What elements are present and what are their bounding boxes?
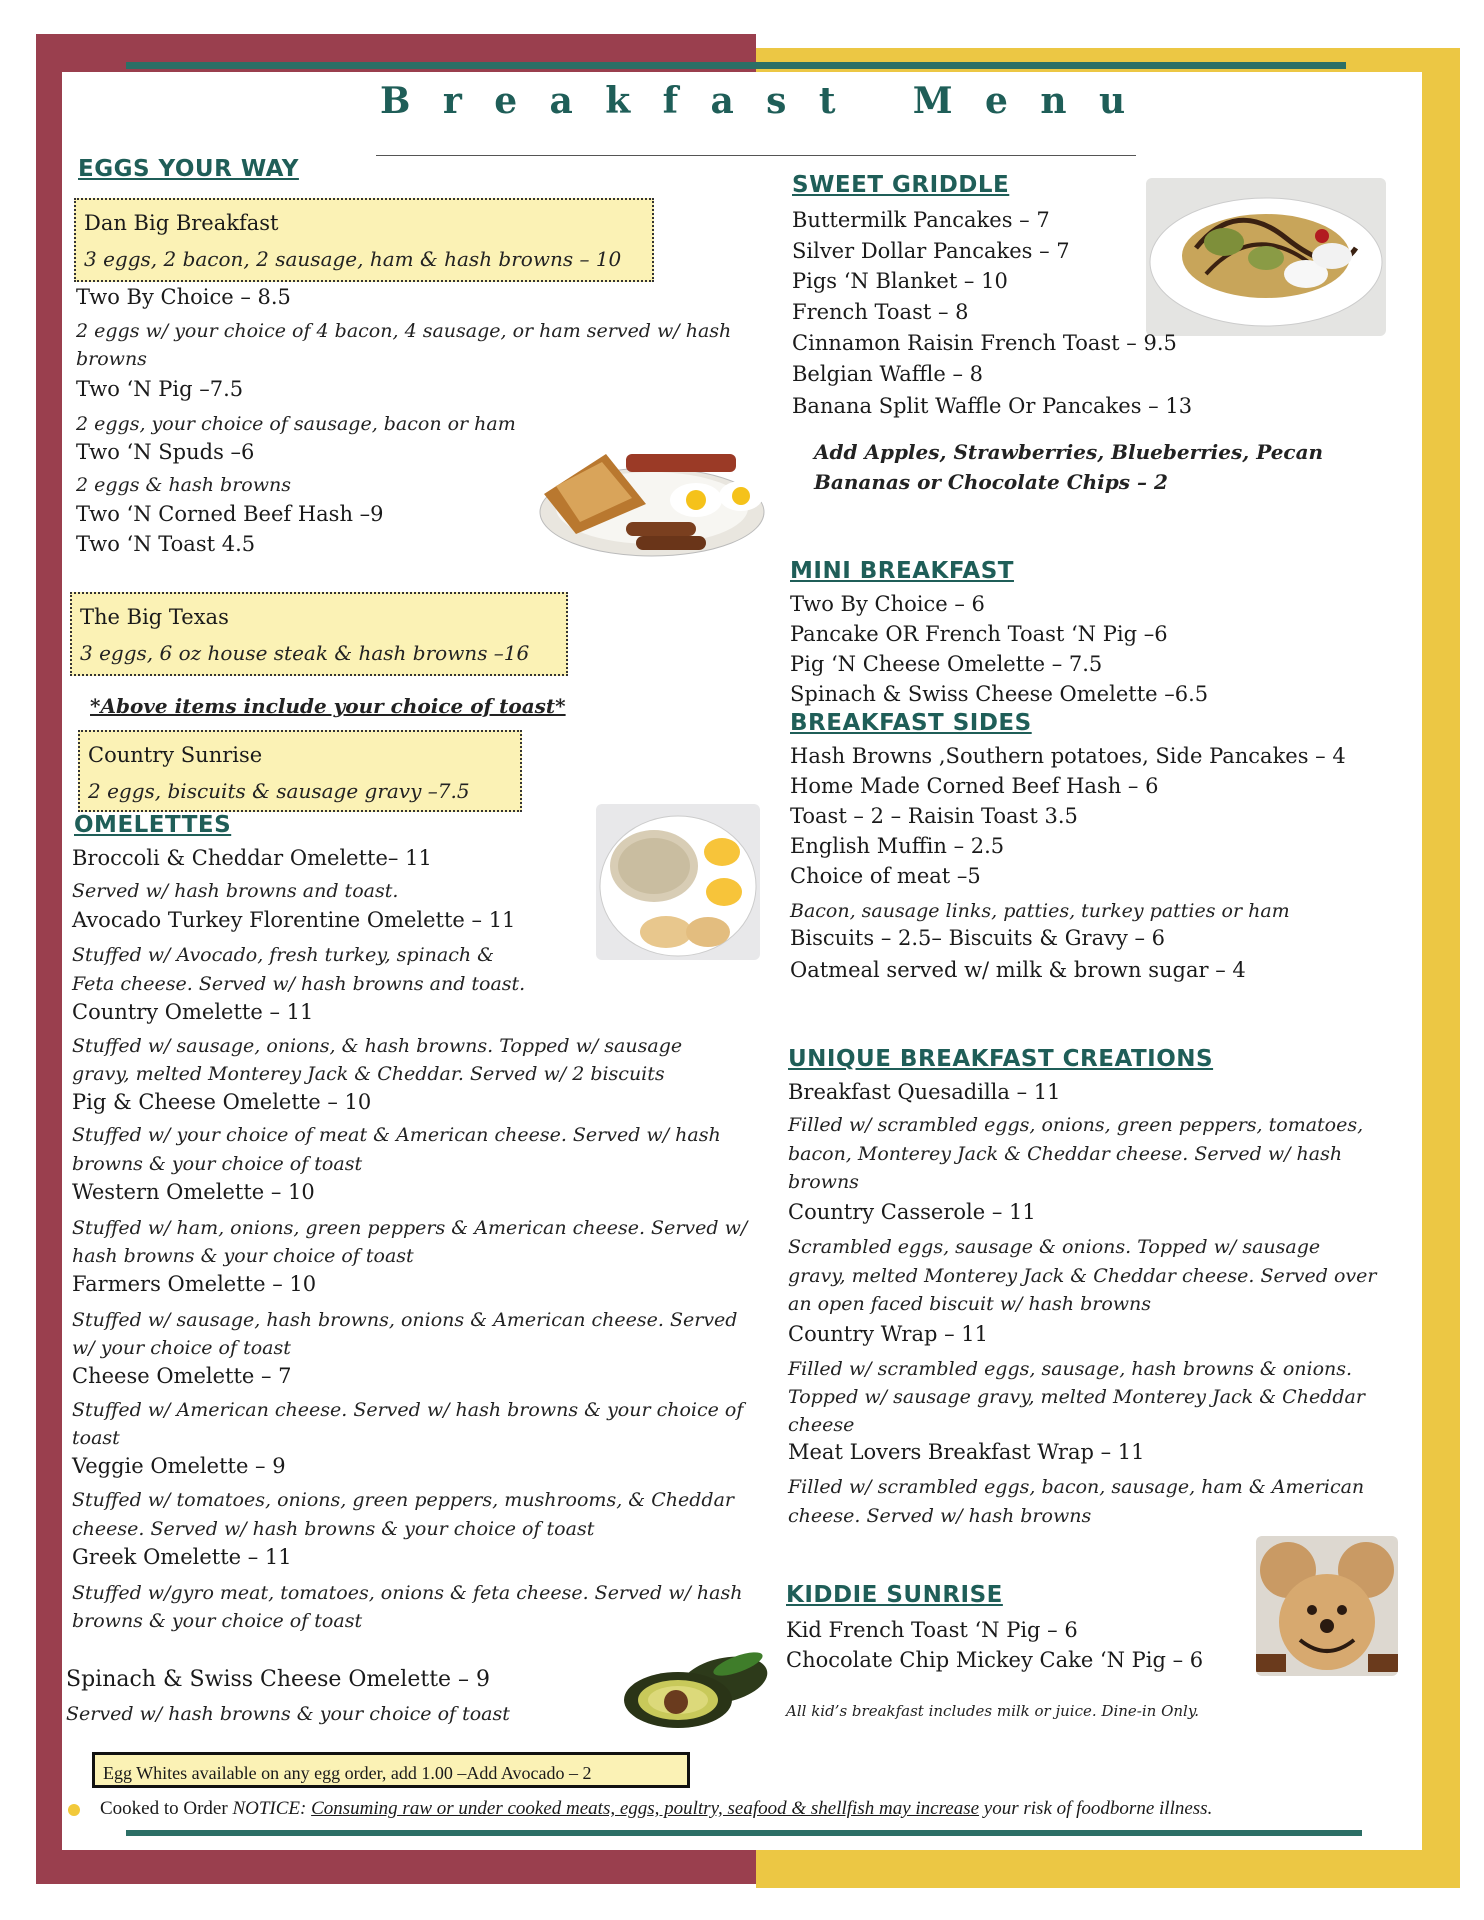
item-desc: cheese <box>788 1414 855 1436</box>
toast-note: *Above items include your choice of toast* <box>90 694 566 718</box>
item-desc: 3 eggs, 6 oz house steak & hash browns –16 <box>80 641 530 665</box>
item-desc: cheese. Served w/ hash browns & your choice of toast <box>72 1518 595 1540</box>
bottom-teal-bar <box>126 1830 1362 1836</box>
menu-item: Chocolate Chip Mickey Cake ‘N Pig – 6 <box>786 1648 1204 1672</box>
item-desc: Topped w/ sausage gravy, melted Monterey Jack & Cheddar <box>788 1386 1365 1408</box>
menu-item: Pigs ‘N Blanket – 10 <box>792 269 1008 293</box>
menu-item: English Muffin – 2.5 <box>790 834 1005 858</box>
menu-item: Oatmeal served w/ milk & brown sugar – 4 <box>790 958 1246 982</box>
item-desc: browns <box>788 1171 859 1193</box>
item-desc: browns <box>76 348 147 370</box>
top-teal-bar <box>126 62 1346 69</box>
item-desc: bacon, Monterey Jack & Cheddar cheese. Served w/ hash <box>788 1143 1343 1165</box>
menu-item: Pancake OR French Toast ‘N Pig –6 <box>790 622 1168 646</box>
item-desc: 2 eggs, your choice of sausage, bacon or ham <box>76 413 516 435</box>
title-rule <box>376 155 1136 156</box>
menu-item: Buttermilk Pancakes – 7 <box>792 208 1050 232</box>
item-name: Spinach & Swiss Cheese Omelette – 9 <box>66 1667 491 1692</box>
heading-sweet-griddle: SWEET GRIDDLE <box>792 172 1010 198</box>
item-desc: Filled w/ scrambled eggs, bacon, sausage, ham & American <box>788 1476 1365 1498</box>
menu-item: Banana Split Waffle Or Pancakes – 13 <box>792 394 1193 418</box>
heading-unique-breakfast-creations: UNIQUE BREAKFAST CREATIONS <box>788 1046 1214 1072</box>
avocado-icon <box>620 1650 770 1734</box>
item-desc: Filled w/ scrambled eggs, onions, green peppers, tomatoes, <box>788 1114 1364 1136</box>
notice-underlined: Consuming raw or under cooked meats, eggs, poultry, seafood & shellfish may increase <box>311 1798 980 1819</box>
item-desc: w/ your choice of toast <box>72 1337 291 1359</box>
menu-item: Toast – 2 – Raisin Toast 3.5 <box>790 804 1078 828</box>
item-name: Two ‘N Corned Beef Hash –9 <box>76 502 384 526</box>
notice-tail: your risk of foodborne illness. <box>979 1798 1213 1819</box>
menu-item: Cinnamon Raisin French Toast – 9.5 <box>792 331 1177 355</box>
waffle-plate-icon <box>1146 178 1386 336</box>
box-country-sunrise <box>78 730 522 812</box>
item-desc: browns & your choice of toast <box>72 1610 363 1632</box>
item-desc: Filled w/ scrambled eggs, sausage, hash browns & onions. <box>788 1358 1353 1380</box>
item-name: Two ‘N Toast 4.5 <box>76 532 256 556</box>
item-name: Cheese Omelette – 7 <box>72 1364 292 1388</box>
heading-mini-breakfast: MINI BREAKFAST <box>790 558 1014 584</box>
item-desc: 2 eggs, biscuits & sausage gravy –7.5 <box>88 779 470 803</box>
griddle-addon: Add Apples, Strawberries, Blueberries, Pecan <box>814 440 1324 464</box>
item-name: Meat Lovers Breakfast Wrap – 11 <box>788 1440 1145 1464</box>
plate-gravy-biscuits-icon <box>596 804 760 960</box>
item-desc: an open faced biscuit w/ hash browns <box>788 1293 1152 1315</box>
menu-item: Hash Browns ,Southern potatoes, Side Pancakes – 4 <box>790 744 1346 768</box>
notice-word: NOTICE: <box>232 1798 312 1819</box>
item-name: Greek Omelette – 11 <box>72 1545 292 1569</box>
menu-item: Biscuits – 2.5– Biscuits & Gravy – 6 <box>790 926 1166 950</box>
item-desc: 2 eggs w/ your choice of 4 bacon, 4 sausage, or ham served w/ hash <box>76 320 732 342</box>
box-the-big-texas <box>70 592 568 676</box>
item-desc: Stuffed w/ your choice of meat & American cheese. Served w/ hash <box>72 1124 721 1146</box>
item-name: The Big Texas <box>80 605 229 629</box>
item-desc: gravy, melted Monterey Jack & Cheddar cheese. Served over <box>788 1265 1377 1287</box>
item-desc: Stuffed w/ sausage, hash browns, onions & American cheese. Served <box>72 1309 738 1331</box>
item-desc: 3 eggs, 2 bacon, 2 sausage, ham & hash browns – 10 <box>84 247 622 271</box>
heading-eggs-your-way: EGGS YOUR WAY <box>78 156 299 182</box>
item-desc: Stuffed w/ tomatoes, onions, green peppers, mushrooms, & Cheddar <box>72 1489 734 1511</box>
item-name: Farmers Omelette – 10 <box>72 1272 317 1296</box>
item-name: Two By Choice – 8.5 <box>76 285 291 309</box>
menu-item: Silver Dollar Pancakes – 7 <box>792 239 1070 263</box>
kiddie-note: All kid’s breakfast includes milk or juice. Dine-in Only. <box>786 1702 1200 1720</box>
item-desc: 2 eggs & hash browns <box>76 474 291 496</box>
item-desc: Feta cheese. Served w/ hash browns and toast. <box>72 973 526 995</box>
bullet-dot-icon <box>68 1804 80 1816</box>
item-name: Western Omelette – 10 <box>72 1180 315 1204</box>
foodborne-notice <box>100 1798 1212 1820</box>
item-name: Pig & Cheese Omelette – 10 <box>72 1090 372 1114</box>
menu-item: Choice of meat –5 <box>790 864 981 888</box>
item-name: Breakfast Quesadilla – 11 <box>788 1080 1061 1104</box>
item-name: Dan Big Breakfast <box>84 211 279 235</box>
item-name: Country Casserole – 11 <box>788 1200 1036 1224</box>
item-desc: Scrambled eggs, sausage & onions. Topped w/ sausage <box>788 1236 1321 1258</box>
item-desc: gravy, melted Monterey Jack & Cheddar. Served w/ 2 biscuits <box>72 1063 665 1085</box>
griddle-addon: Bananas or Chocolate Chips – 2 <box>814 470 1168 494</box>
item-desc: hash browns & your choice of toast <box>72 1245 414 1267</box>
item-desc: Stuffed w/ Avocado, fresh turkey, spinach & <box>72 944 495 966</box>
item-desc: cheese. Served w/ hash browns <box>788 1505 1092 1527</box>
menu-item: Belgian Waffle – 8 <box>792 362 984 386</box>
item-name: Two ‘N Pig –7.5 <box>76 377 244 401</box>
item-desc: Served w/ hash browns & your choice of toast <box>66 1703 510 1725</box>
menu-item: Kid French Toast ‘N Pig – 6 <box>786 1618 1078 1642</box>
item-desc: Bacon, sausage links, patties, turkey patties or ham <box>790 900 1290 922</box>
item-desc: Stuffed w/ sausage, onions, & hash browns. Topped w/ sausage <box>72 1035 683 1057</box>
item-desc: browns & your choice of toast <box>72 1153 363 1175</box>
heading-kiddie-sunrise: KIDDIE SUNRISE <box>786 1582 1003 1608</box>
item-desc: Stuffed w/ American cheese. Served w/ hash browns & your choice of <box>72 1399 744 1421</box>
item-name: Two ‘N Spuds –6 <box>76 440 255 464</box>
heading-omelettes: OMELETTES <box>74 812 232 838</box>
menu-item: Spinach & Swiss Cheese Omelette –6.5 <box>790 682 1209 706</box>
menu-title: Breakfast Menu <box>380 80 1158 122</box>
box-dan-big-breakfast <box>74 198 654 282</box>
item-desc: Stuffed w/ ham, onions, green peppers & American cheese. Served w/ <box>72 1217 748 1239</box>
mickey-pancake-icon <box>1256 1536 1398 1676</box>
item-name: Veggie Omelette – 9 <box>72 1454 286 1478</box>
heading-breakfast-sides: BREAKFAST SIDES <box>790 710 1032 736</box>
notice-lead: Cooked to Order <box>100 1798 233 1819</box>
item-desc: toast <box>72 1427 120 1449</box>
menu-item: Pig ‘N Cheese Omelette – 7.5 <box>790 652 1103 676</box>
plate-eggs-toast-icon <box>536 434 768 560</box>
egg-whites-box: Egg Whites available on any egg order, add 1.00 –Add Avocado – 2 <box>92 1752 690 1788</box>
item-name: Avocado Turkey Florentine Omelette – 11 <box>72 908 516 932</box>
menu-item: Home Made Corned Beef Hash – 6 <box>790 774 1159 798</box>
menu-item: French Toast – 8 <box>792 300 969 324</box>
item-desc: Served w/ hash browns and toast. <box>72 880 399 902</box>
item-name: Broccoli & Cheddar Omelette– 11 <box>72 846 432 870</box>
item-name: Country Wrap – 11 <box>788 1322 988 1346</box>
menu-item: Two By Choice – 6 <box>790 592 985 616</box>
item-desc: Stuffed w/gyro meat, tomatoes, onions & feta cheese. Served w/ hash <box>72 1582 743 1604</box>
item-name: Country Sunrise <box>88 743 263 767</box>
item-name: Country Omelette – 11 <box>72 1000 314 1024</box>
